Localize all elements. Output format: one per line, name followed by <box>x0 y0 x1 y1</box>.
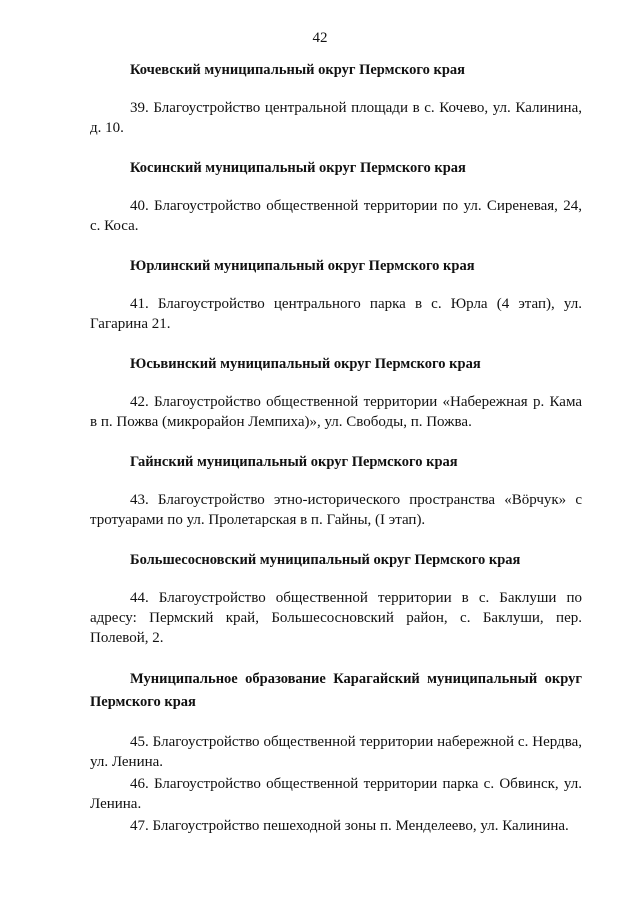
section-heading-kochevsky: Кочевский муниципальный округ Пермского края <box>130 62 465 78</box>
section-heading-gainsky: Гайнский муниципальный округ Пермского края <box>130 454 458 470</box>
page-number: 42 <box>312 30 328 46</box>
section-heading-yusvinsky: Юсьвинский муниципальный округ Пермского края <box>130 356 481 372</box>
list-item-39: 39. Благоустройство центральной площади в с. Кочево, ул. Калинина, д. 10. <box>90 100 582 136</box>
list-item-46: 46. Благоустройство общественной территории парка с. Обвинск, ул. Ленина. <box>90 776 582 812</box>
list-item-45: 45. Благоустройство общественной территории набережной с. Нердва, ул. Ленина. <box>90 734 582 770</box>
section-heading-bolshesosnovsky: Большесосновский муниципальный округ Пермского края <box>130 552 521 568</box>
document-body <box>90 60 582 836</box>
section-heading-yurlinsky: Юрлинский муниципальный округ Пермского края <box>130 258 475 274</box>
list-item-40: 40. Благоустройство общественной территории по ул. Сиреневая, 24, с. Коса. <box>90 198 582 234</box>
list-item-43: 43. Благоустройство этно-исторического пространства «Вӧрчук» с тротуарами по ул. Пролетарская в п. Гайны, (I этап). <box>90 492 582 528</box>
list-item-41: 41. Благоустройство центрального парка в с. Юрла (4 этап), ул. Гагарина 21. <box>90 296 582 332</box>
section-heading-kosinsky: Косинский муниципальный округ Пермского края <box>130 160 466 176</box>
list-item-42: 42. Благоустройство общественной территории «Набережная р. Кама в п. Пожва (микрорайон Лемпиха)», ул. Свободы, п. Пожва. <box>90 394 582 430</box>
list-item-44: 44. Благоустройство общественной территории в с. Баклуши по адресу: Пермский край, Большесосновский район, с. Баклуши, пер. Полевой, 2. <box>90 590 582 646</box>
list-item-47: 47. Благоустройство пешеходной зоны п. Менделеево, ул. Калинина. <box>130 818 569 834</box>
section-heading-karagaisky: Муниципальное образование Карагайский муниципальный округ Пермского края <box>90 671 582 710</box>
